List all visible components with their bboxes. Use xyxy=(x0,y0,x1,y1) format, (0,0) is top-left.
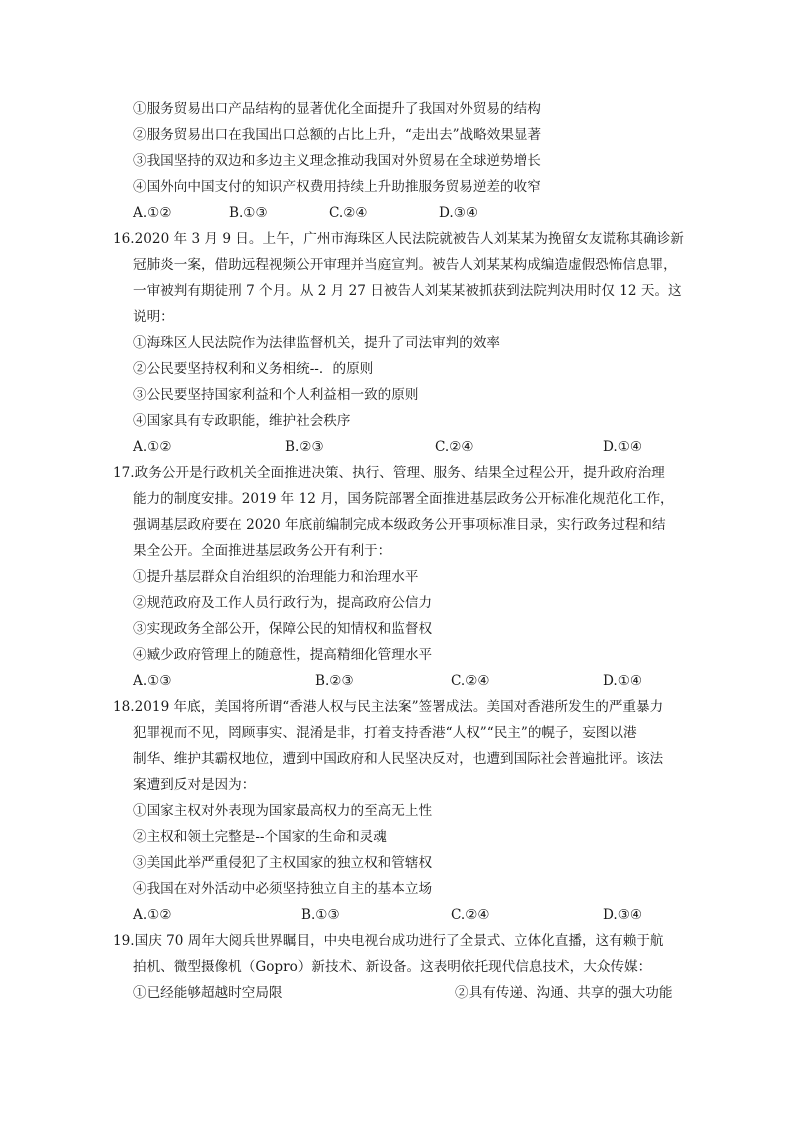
question-18-stem-line-1: 18.2019 年底，美国将所谓“香港人权与民主法案”签署成法。美国对香港所发生的严重暴力 xyxy=(113,699,664,715)
question-18-stem-line-2: 犯罪视而不见，罔顾事实、混淆是非，打着支持香港“人权”“民主”的幌子，妄图以港 xyxy=(133,725,637,741)
statement-1: ①国家主权对外表现为国家最高权力的至高无上性 xyxy=(133,803,433,819)
statement-2: ②服务贸易出口在我国出口总额的占比上升，“走出去”战略效果显著 xyxy=(133,127,542,143)
statement-1: ①服务贸易出口产品结构的显著优化全面提升了我国对外贸易的结构 xyxy=(133,101,541,117)
question-17-stem-line-1: 17.政务公开是行政机关全面推进决策、执行、管理、服务、结果全过程公开，提升政府治理 xyxy=(113,465,665,481)
option-a: A.①③ xyxy=(133,673,172,689)
option-b: B.②③ xyxy=(315,673,354,689)
statement-2: ②规范政府及工作人员行政行为，提高政府公信力 xyxy=(133,595,433,611)
statement-3: ③我国坚持的双边和多边主义理念推动我国对外贸易在全球逆势增长 xyxy=(133,153,541,169)
option-d: D.③④ xyxy=(439,205,479,221)
option-b: B.②③ xyxy=(285,439,324,455)
option-a: A.①② xyxy=(133,439,172,455)
option-c: C.②④ xyxy=(451,907,490,923)
option-d: D.③④ xyxy=(603,907,643,923)
option-c: C.②④ xyxy=(451,673,490,689)
statement-3: ③美国此举严重侵犯了主权国家的独立权和管辖权 xyxy=(133,855,433,871)
statement-3: ③公民要坚持国家利益和个人利益相一致的原则 xyxy=(133,387,419,403)
question-19-stem-line-2: 拍机、微型摄像机（Gopro）新技术、新设备。这表明依托现代信息技术，大众传媒： xyxy=(133,959,652,975)
option-a: A.①② xyxy=(133,907,172,923)
statement-4: ④我国在对外活动中必须坚持独立自主的基本立场 xyxy=(133,881,433,897)
question-19-stem-line-1: 19.国庆 70 周年大阅兵世界瞩目，中央电视台成功进行了全景式、立体化直播，这有赖于航 xyxy=(113,933,664,949)
question-16-stem-line-2: 冠肺炎一案，借助远程视频公开审理并当庭宣判。被告人刘某某构成编造虚假恐怖信息罪， xyxy=(133,257,677,273)
statement-2: ②公民要坚持权利和义务相统--．的原则 xyxy=(133,361,374,377)
answer-options xyxy=(133,438,653,456)
statement-4: ④臧少政府管理上的随意性，提高精细化管理水平 xyxy=(133,647,433,663)
option-c: C.②④ xyxy=(435,439,474,455)
question-18-stem-line-4: 案遭到反对是因为： xyxy=(133,777,256,793)
statement-4: ④国外向中国支付的知识产权费用持续上升助推服务贸易逆差的收窄 xyxy=(133,179,541,195)
question-16-stem-line-4: 说明： xyxy=(133,309,174,325)
statement-1: ①海珠区人民法院作为法律监督机关，提升了司法审判的效率 xyxy=(133,335,501,351)
statement-1: ①提升基层群众自治组织的治理能力和治理水平 xyxy=(133,569,419,585)
statement-2: ②具有传递、沟通、共享的强大功能 xyxy=(455,985,673,1001)
answer-options xyxy=(133,906,653,924)
option-b: B.①③ xyxy=(229,205,268,221)
option-d: D.①④ xyxy=(603,439,643,455)
answer-options xyxy=(133,672,653,690)
option-b: B.①③ xyxy=(301,907,340,923)
option-d: D.①④ xyxy=(603,673,643,689)
question-16-stem-line-1: 16.2020 年 3 月 9 日。上午，广州市海珠区人民法院就被告人刘某某为挽留女友谎称其确诊新 xyxy=(113,231,684,247)
statement-4: ④国家具有专政职能，维护社会秩序 xyxy=(133,413,351,429)
statement-3: ③实现政务全部公开，保障公民的知情权和监督权 xyxy=(133,621,433,637)
question-18-stem-line-3: 制华、维护其霸权地位，遭到中国政府和人民坚决反对，也遭到国际社会普遍批评。该法 xyxy=(133,751,664,767)
statement-row xyxy=(133,984,673,1002)
statement-1: ①已经能够超越时空局限 xyxy=(133,985,283,1001)
question-16-stem-line-3: 一审被判有期徒刑 7 个月。从 2 月 27 日被告人刘某某被抓获到法院判决用时仅 12 天。这 xyxy=(133,283,682,299)
question-17-stem-line-2: 能力的制度安排。2019 年 12 月，国务院部署全面推进基层政务公开标准化规范化工作， xyxy=(133,491,674,507)
question-17-stem-line-3: 强调基层政府要在 2020 年底前编制完成本级政务公开事项标准目录，实行政务过程和结 xyxy=(133,517,666,533)
option-c: C.②④ xyxy=(329,205,368,221)
answer-options xyxy=(133,204,653,222)
option-a: A.①② xyxy=(133,205,172,221)
statement-2: ②主权和领土完整是--个国家的生命和灵魂 xyxy=(133,829,387,845)
question-17-stem-line-4: 果全公开。全面推进基层政务公开有利于： xyxy=(133,543,392,559)
